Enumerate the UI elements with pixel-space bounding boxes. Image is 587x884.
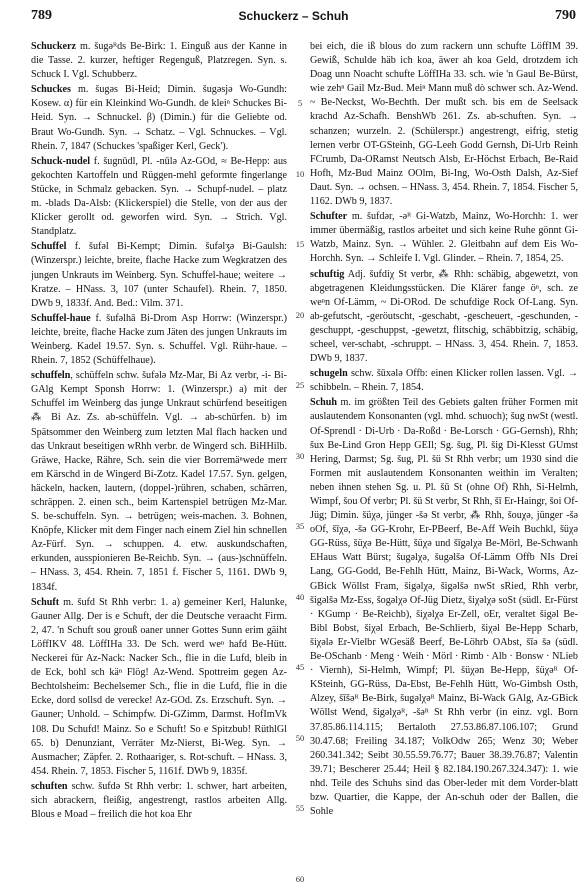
dictionary-entry bbox=[310, 40, 578, 209]
entry-headword: Schuh bbox=[310, 397, 338, 409]
line-number: 50 bbox=[295, 732, 305, 743]
left-column bbox=[31, 40, 287, 852]
line-number: 10 bbox=[295, 168, 305, 179]
page-number-right: 790 bbox=[555, 8, 576, 23]
line-number: 40 bbox=[295, 591, 305, 602]
dictionary-entry bbox=[310, 210, 578, 266]
entry-headword: Schuffel bbox=[31, 241, 67, 253]
line-number: 25 bbox=[295, 380, 305, 391]
entry-body: f. šugnūdl, Pl. -nūlə Az-GOd, ≈ Be-Hepp: aus gekochten Kartoffeln und Rüggen-mehl geformte fingerlange Stücke, in Schmalz gebacken. Syn. → Schupf-nudel. – platz m. -blads Da-Alsb: (Klickerspiel) die Stelle, von der aus der Klicker gerollt od. geworfen wird. Syn. → Strich. Vgl. Standplatz. bbox=[31, 155, 287, 238]
entry-headword: schugeln bbox=[310, 368, 348, 380]
line-number: 35 bbox=[295, 521, 305, 532]
line-number: 20 bbox=[295, 309, 305, 320]
entry-body: f. šufəlhā Bi-Drom Asp Horrw: (Winzerspr.) leichte, breite, flache Hacke zum Jäten des jungen Unkrauts im Weinberg. Kadel 19.57. Syn. s. Schuffel. Vgl. Rühr-haue. – Rhein. 7, 1852 (Schüffelhaue). bbox=[31, 312, 287, 367]
line-number: 5 bbox=[297, 98, 303, 109]
dictionary-entry bbox=[310, 268, 578, 367]
entry-body: schw. šūxələ Offb: einen Klicker rollen lassen. Vgl. → schibbeln. – Rhein. 7, 1854. bbox=[310, 368, 578, 394]
entry-body: m. šugəs Bi-Heid; Dimin. šugəsjə Wo-Gundh: Kosew. α) für ein Kleinkind Wo-Gundh. de kleiⁿ Schuckes Bi-Heid. Syn. → Schnuckel. β) (Dimin.) für die Geliebte od. Braut Wo-Gundh. Syn. → Schatz. – Vgl. Schnuckes. – Vgl. Rhein. 7, 1847 (Schuckes 'spaßiger Kerl, Geck'). bbox=[31, 84, 287, 152]
page-header bbox=[0, 8, 587, 28]
right-column bbox=[310, 40, 578, 852]
dictionary-entry bbox=[310, 396, 578, 819]
entry-headword: Schuckes bbox=[31, 84, 71, 96]
dictionary-entry bbox=[310, 367, 578, 395]
entry-body: bei eich, die iß blous do zum rackern unn schufte LöffIM 39. Gewiß, Schulde häb ich koa, äwer ah koa Geld, drotzdem ich Doag unn Noacht schufte LöffIHa 33. sch. wie 'n Gaul Be-Bürst, wie zehⁿ Gail Mz-Bud. Meiⁿ Mann muß dò schwer sch. Az-Wend. ~ Be-Neckst, Wo-Bechth. Der mußt sch. bis em de Seelsack krachd Az-Schafh. BenshWb 261. Zs. ab-schuften. Syn. → schanzen; wurzeln. 2. (Schülerspr.) angestrengt, eifrig, stetig lernen verbr OT-GSteinh, GG-Leeh Godd Gernsh, Di-Urb Reinh FCrumb, Da-ORamst Neutsch Alsb, Er-Höchst Erbach, Be-Raid Hofh, Mz-Bud Mainz OOlm, Bi-Ing, Wo-Osth Dalsh, Az-Sief Daut. Syn. → ochsen. – HNass. 3, 454. Rhein. 7, 1854. Fischer 5, 1162. DWb 9, 1837. bbox=[310, 41, 578, 208]
entry-headword: Schufter bbox=[310, 211, 348, 223]
page-number-left: 789 bbox=[31, 8, 52, 23]
entry-headword: Schuck-nudel bbox=[31, 155, 91, 167]
entry-body: f. šufəl Bi-Kempt; Dimin. šufəlʒə Bi-Gaulsh: (Winzerspr.) leichte, breite, flache Hacke zum Wegkratzen des jungen Unkrauts im Weinberg. Syn. Schuffel-haue; weitere → Kratze. – HNass. 3, 107 (unter Schaufel). Rhein. 7, 1850. DWb 9, 1833f. And. Bed.: Vilm. 371. bbox=[31, 241, 287, 309]
dictionary-entry bbox=[31, 596, 287, 779]
entry-body: , schüffeln schw. šufələ Mz-Mar, Bi Az verbr, -i- Bi-GAlg Kempt Sponsh Horrw: 1. (Winzerspr.) a) mit der Schuffel im Weinberg das junge Unkraut schürfend beseitigen ⁂ Bi Az. Zs. ab-schüffeln. Vgl. → ab-schürfen. b) im Spätsommer den Weinberg zum letzten Mal flach hacken und das Unkraut beseitigen wRhh verbr. de Wingerd sch. BiHHilb. Gräwe, Hacke, Rähre, Sch. sein die vier Borremäⁿwede merr em Kärschd in de Wingerd Bi-Zotz. Kadel 17.57. Syn. gelgen, häckeln, hacken, lautern, (doppel-)rühren, schaben, schärren, schräppen. 2. einen sch., beim Kartenspiel betrügen Mz-Mar. S. be-schuffeln. Syn. → betrügen; weis-machen. 3. Bohnen, Knöpfe, Klicker mit dem Finger nach einem Ziel hin schnellen Az-Fürf. Syn. → schuppen. 4. etw. auskundschaften, erkunden, ausspionieren Be-Reichb. Syn. → (aus-)schnüffeln. – HNass. 3, 454. Rhein. 7, 1851 f. Fischer 5, 1161. DWb 9, 1834f. bbox=[31, 370, 287, 593]
entry-headword: schuften bbox=[31, 780, 68, 792]
dictionary-entry bbox=[31, 369, 287, 595]
dictionary-entry bbox=[31, 312, 287, 368]
entry-headword: Schuckerz bbox=[31, 41, 76, 52]
entry-body: Adj. šufdiχ St verbr, ⁂ Rhh: schäbig, abgewetzt, von abgetragenen Kleidungsstücken. Die Klärer fange öⁿ, sch. ze weⁿn Of-Lämm, ~ Di-ORod. De schufdige Rock Of-Lang. Syn. ab-gefutscht, -geröutscht, -geschabt, -gescheuert, -geschunden, -geschuppt, -geschuppst, -gewetzt, flitschig, schäbbitzig, schäbig, scheel, ver-schabt, -schruppt. – HNass. 3, 454. Rhein. 7, 1853. DWb 9, 1837. bbox=[310, 268, 578, 365]
dictionary-entry bbox=[31, 83, 287, 153]
entry-body: m. šufdər, -əᴿ Gi-Watzb, Mainz, Wo-Horchh: 1. wer immer übermäßig, rastlos arbeitet und sich keine Ruhe gönnt Gi-Watzb, Mainz. Syn. → Wühler. 2. Gleitbahn auf dem Eis Wo-Horchh. Syn. → Schleife I. Vgl. Glinder. – Rhein. 7, 1854, 25. bbox=[310, 211, 578, 265]
entry-body: m. šugəᴿds Be-Birk: 1. Einguß aus der Kanne in die Tasse. 2. kurzer, heftiger Regenguß, Platzregen. Syn. s. Schuck I. Vgl. Schubberz. bbox=[31, 41, 287, 81]
entry-body: m. im größten Teil des Gebiets galten früher Formen mit auslautendem Konsonanten (vgl. mhd. schuoch); šug nwSt (westl. Of-Sprendl · Di-Urb · Da-Roßd · Be-Lorsch · GG-Gernsh), Rhh; šux Be-Lind Gron Hepp GEIl; Sg. šug, Pl. šig Di-Klesst GUmst Hering, Darmst; Sg. šug, Pl. šü St Rhh verbr; um 1930 sind die Formen mit auslautendem Konsonanten weithin im Veralten; neben ihnen stehen Sg. u. Pl. šū St (ohne Of) Rhh, Si-Helmh, Wimpf, šou Of verbr; Pl. šü St verbr, St Rhh, šī Er-Haingr, šoi Of-Jüg; Dimin. šüχə, jünger -šə St verbr, ⁂ Rhh, šouχə, jünger -šə oOf, šīχə, -šə GG-Krohr, Er-PBeerf, Be-Aff Weih Buchkl, šüχə GG-Rüss, šüχə Be-Hütt, šüχə und šīgəlχə Be-Mörl, Be-Schwanh EHaus Watt Bürst; šugəlχə, šugəlšə Of-Lämm Offb NIs Drei Lang, GG-Godd, Be-Fehlh Hütt, Mainz, Bi-Wack, Worms, Az-GBick Wöllst Fram, šigəlχə, šigəlšə nwSt sRied, Rhh verbr, šigəlšə Mz-Ess, šogəlχə Of-Jüg Dietz, šiχəlχə soSt (südl. Er-Fürst · KGump · Be-Reichb), šiχəlχə Er-Zell, oEr, veraltet šigəl Be-Bibl Bobst, šiχəl Erbach, Be-Schlierb, šiχəl Be-Hepp Scharb, šiχələ Er-Vielbr WGesäß Beerf, Be-Löhrb OAbst, šīə šə (südl. Be-OSchanb · Meng · Weih · Mörl · Rimb · Alb · Bonsw · NLieb · Viernh), Si-Helmh, Wimpf; Pl. šüχən Be-Hepp, šüχəᴿ Of-KSteinh, GG-Rüss, Da-Ebst, Be-Fehlh Hütt, Wo-Gimbsh Osth, Alzey, šīšəᴿ Be-Birk, šugəlχəᴿ Mainz, Bi-Wack GAlg, Az-GBick Wöllst Wend, šigəlχəᴿ, -šəᴿ St Rhh verbr (in einz. vgl. Born 37.85.86.114.115; Bertaloth 27.53.86.87.106.107; Grund 30.47.68; Freiling 34.187; VolkOdw 265; Wenz 30; Weber 260.341.342; Seibt 30.55.59.76.77; Bauer 38.39.76.87; Valentin 39.71; Bescherer 25.44; Heil § 82.184.190.267.324.347): 1. wie nhd. Teile des Schuhs sind das Ober-leder mit dem Vorder-blatt bzw. Quartier, die Kappe, der An-schuh oder der Ballen, die Sohle bbox=[310, 397, 578, 818]
dictionary-entry bbox=[31, 780, 287, 822]
entry-headword: schuffeln bbox=[31, 370, 71, 382]
entry-headword: schuftig bbox=[310, 268, 345, 280]
line-number: 45 bbox=[295, 662, 305, 673]
entry-headword: Schuffel-haue bbox=[31, 312, 91, 324]
dictionary-entry bbox=[31, 40, 287, 82]
dictionary-entry bbox=[31, 240, 287, 310]
line-number: 60 bbox=[295, 873, 305, 884]
line-number: 15 bbox=[295, 239, 305, 250]
line-number: 30 bbox=[295, 450, 305, 461]
line-number: 55 bbox=[295, 803, 305, 814]
dictionary-entry bbox=[31, 155, 287, 240]
entry-headword: Schuft bbox=[31, 596, 60, 608]
entry-body: m. šufd St Rhh verbr: 1. a) gemeiner Kerl, Halunke, Gauner Allg. Der is e Schuft, der die Deutsche veraacht Firm. 2, 47. 'n Schuft sou grouß oaner unner Gottes Sunn erim gäiht LöffIKV 48. LöffIHa 33. De Sch. werd weⁿ hafd Be-Hütt. Neckerei für Az-Nack: Nacker Sch., flie in die Lufd, bleib in de Eck, bohl sch käⁿ Flög! Az-Wend. Spottreim gegen Az-Bechtolsheim: Bechelsemer Sch., flie in die Lufd, flie in die Ecke, dord sollsd de verecke! Az-GOd. Zs. Erzschuft. Syn. → Gauner; Unhold. – Schimpfw. Di-GZimm, Darmst. HofImVk 108. Du Schufd! Mainz. So e Schuft! So e Spitzbub! RüthlGl 65. b) Denunziant, Verräter Mz-Nierst, Bi-Weg. Syn. → Ausmacher; Zäpfer. 2. Rothaariger, s. Rot-schuft. – HNass. 3, 454. Rhein. 7, 1853. Fischer 5, 1161f. DWb 9, 1835f. bbox=[31, 596, 287, 777]
entry-body: schw. šufdə St Rhh verbr: 1. schwer, hart arbeiten, sich abrackern, fleißig, angestrengt, rastlos arbeiten Allg. Blous e Moad – freilich die hot koa Ehr bbox=[31, 780, 287, 821]
running-title: Schuckerz – Schuh bbox=[238, 9, 349, 23]
